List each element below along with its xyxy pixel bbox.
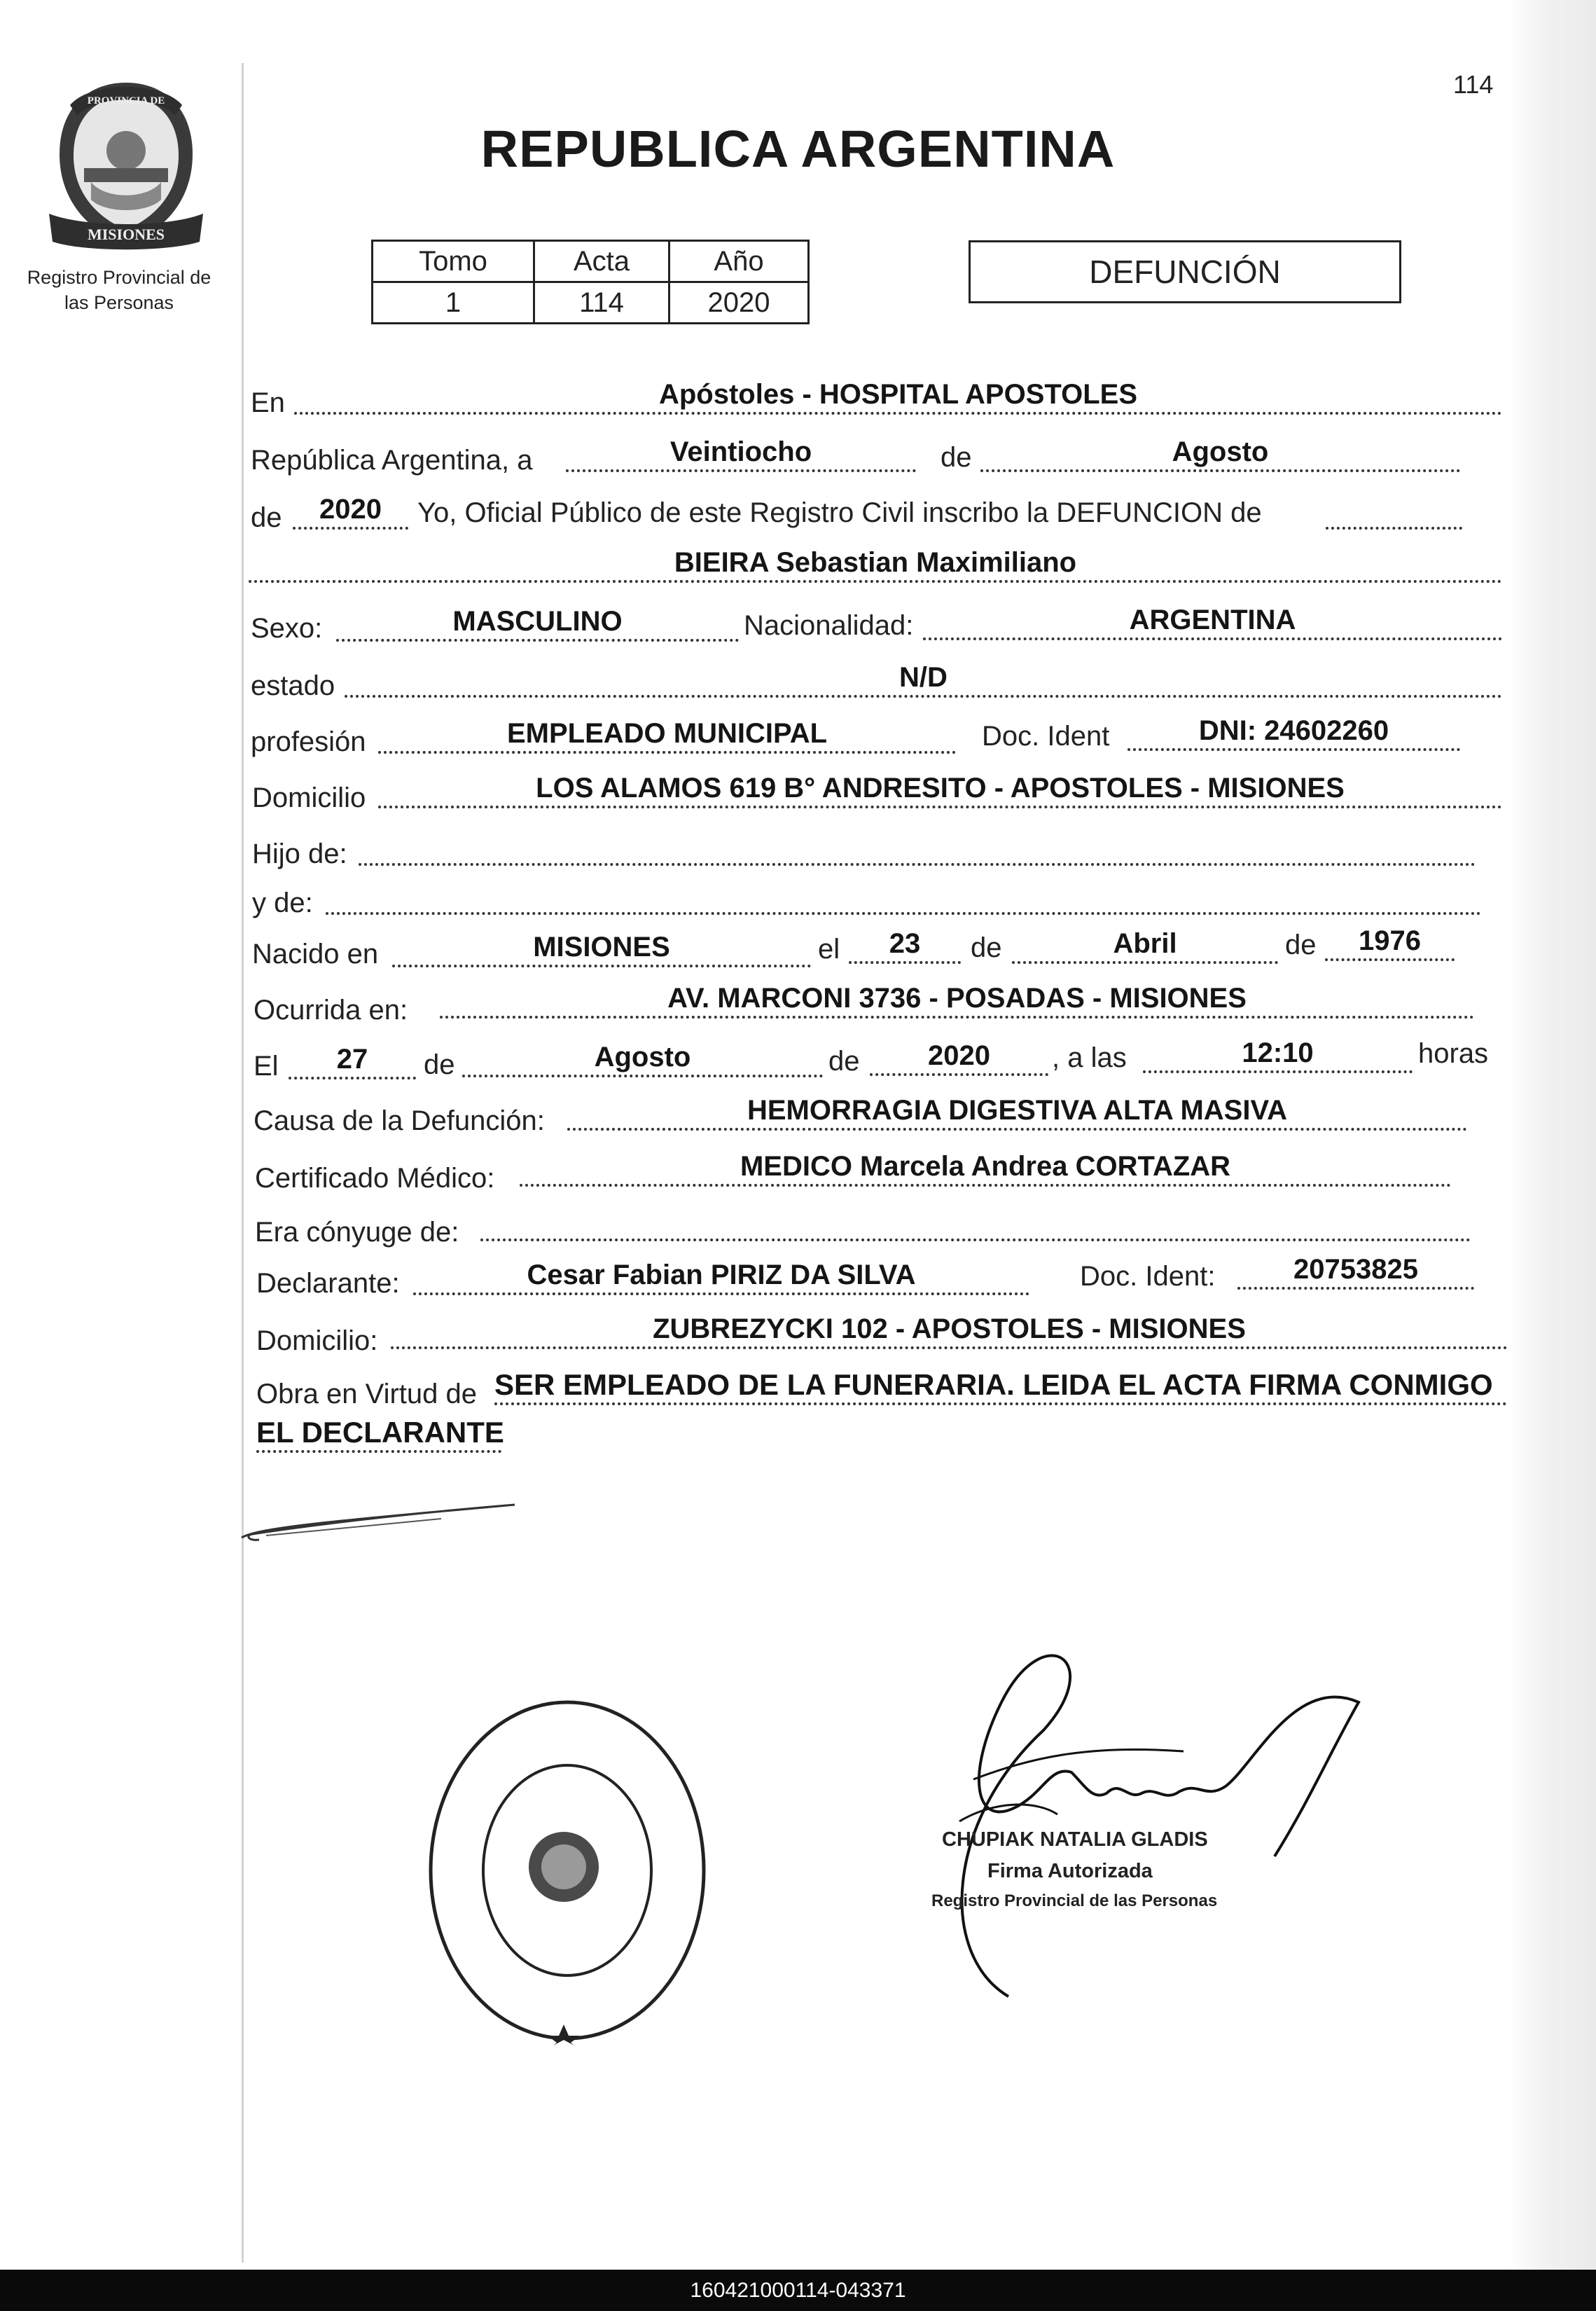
value-tomo: 1 [373,282,534,324]
el-cap-label: El [254,1051,279,1082]
obra-line1-field: SER EMPLEADO DE LA FUNERARIA. LEIDA EL ACTA FIRMA CONMIGO [494,1367,1507,1405]
year-field: 2020 [293,492,408,530]
signatory-name: CHUPIAK NATALIA GLADIS [942,1828,1208,1851]
y-de-field [326,877,1481,915]
page-shade [1509,0,1596,2270]
doc-ident-label: Doc. Ident [982,721,1110,752]
registro-line2: las Personas [64,292,174,313]
domicilio-field: LOS ALAMOS 619 B° ANDRESITO - APOSTOLES - MISIONES [378,771,1502,808]
emblem-text-bottom: MISIONES [87,226,165,243]
footer-code: 160421000114-043371 [0,2270,1596,2311]
profesion-label: profesión [251,726,366,757]
declarante-label: Declarante: [256,1268,400,1299]
ocurrida-en-field: AV. MARCONI 3736 - POSADAS - MISIONES [440,981,1474,1019]
header-ano: Año [669,241,809,282]
conyuge-label: Era cónyuge de: [255,1217,459,1248]
page-number: 114 [1453,70,1494,99]
record-table-value-row [373,282,809,324]
conyuge-field [480,1203,1471,1241]
document-type-box: DEFUNCIÓN [969,240,1401,303]
sexo-label: Sexo: [251,613,323,644]
birth-day-field: 23 [849,926,961,964]
record-table [371,240,810,324]
signatory-role: Firma Autorizada [987,1860,1153,1882]
value-ano: 2020 [669,282,809,324]
nacionalidad-label: Nacionalidad: [744,610,914,641]
record-table-header-row [373,241,809,282]
inscribo-text: Yo, Oficial Público de este Registro Civil inscribo la DEFUNCION de [417,497,1262,528]
sexo-field: MASCULINO [336,604,739,642]
birth-year-field: 1976 [1325,923,1455,961]
pen-stroke-icon [238,1492,532,1548]
inscribo-field-tail [1326,492,1462,530]
nacido-en-field: MISIONES [392,930,811,967]
nacido-label: Nacido en [252,939,379,970]
declarante-field: Cesar Fabian PIRIZ DA SILVA [413,1257,1029,1295]
doc-ident-field: DNI: 24602260 [1127,713,1460,751]
value-acta: 114 [534,282,669,324]
page-title: REPUBLICA ARGENTINA [480,120,1116,178]
en-field: Apóstoles - HOSPITAL APOSTOLES [294,377,1502,415]
domicilio2-label: Domicilio: [256,1325,378,1356]
birth-month-field: Abril [1012,926,1278,964]
death-time-field: 12:10 [1143,1035,1413,1073]
month-field: Agosto [980,434,1460,472]
profesion-field: EMPLEADO MUNICIPAL [378,716,956,754]
day-written-field: Veintiocho [566,434,916,472]
estado-label: estado [251,670,335,701]
de-label-4: de [1285,930,1317,960]
republica-label: República Argentina, a [251,445,533,476]
causa-label: Causa de la Defunción: [254,1105,545,1136]
de-label-5: de [424,1049,455,1080]
header-tomo: Tomo [373,241,534,282]
y-de-label: y de: [252,888,313,918]
domicilio-label: Domicilio [252,782,366,813]
declarante-doc-field: 20753825 [1237,1252,1474,1290]
certificado-label: Certificado Médico: [255,1163,495,1194]
declarante-domicilio-field: ZUBREZYCKI 102 - APOSTOLES - MISIONES [391,1311,1508,1349]
official-seal-icon [420,1695,714,2046]
en-label: En [251,387,285,418]
causa-field: HEMORRAGIA DIGESTIVA ALTA MASIVA [567,1093,1467,1131]
registro-provincial-label [14,265,224,315]
ocurrida-label: Ocurrida en: [254,995,408,1026]
de-label-1: de [941,442,972,473]
horas-label: horas [1418,1038,1489,1069]
hijo-de-field [359,828,1476,866]
el-label: el [818,934,840,965]
doc-ident2-label: Doc. Ident: [1080,1261,1216,1292]
de-label-2: de [251,502,282,533]
death-day-field: 27 [289,1042,416,1079]
registro-line1: Registro Provincial de [27,267,211,288]
death-year-field: 2020 [870,1038,1048,1076]
header-acta: Acta [534,241,669,282]
certificado-field: MEDICO Marcela Andrea CORTAZAR [520,1149,1451,1187]
deceased-name-field: BIEIRA Sebastian Maximiliano [249,545,1502,583]
handwritten-signature-icon [875,1590,1394,2010]
de-label-6: de [828,1046,860,1077]
de-label-3: de [971,932,1002,963]
death-month-field: Agosto [462,1040,823,1077]
a-las-label: , a las [1052,1042,1127,1073]
nacionalidad-field: ARGENTINA [923,602,1502,640]
obra-label: Obra en Virtud de [256,1379,478,1409]
signatory-registry: Registro Provincial de las Personas [931,1891,1218,1910]
obra-line2-field: EL DECLARANTE [256,1415,501,1453]
hijo-de-label: Hijo de: [252,839,347,869]
estado-field: N/D [345,660,1502,698]
emblem-text-top: PROVINCIA DE [87,95,165,106]
margin-line [242,63,244,2263]
